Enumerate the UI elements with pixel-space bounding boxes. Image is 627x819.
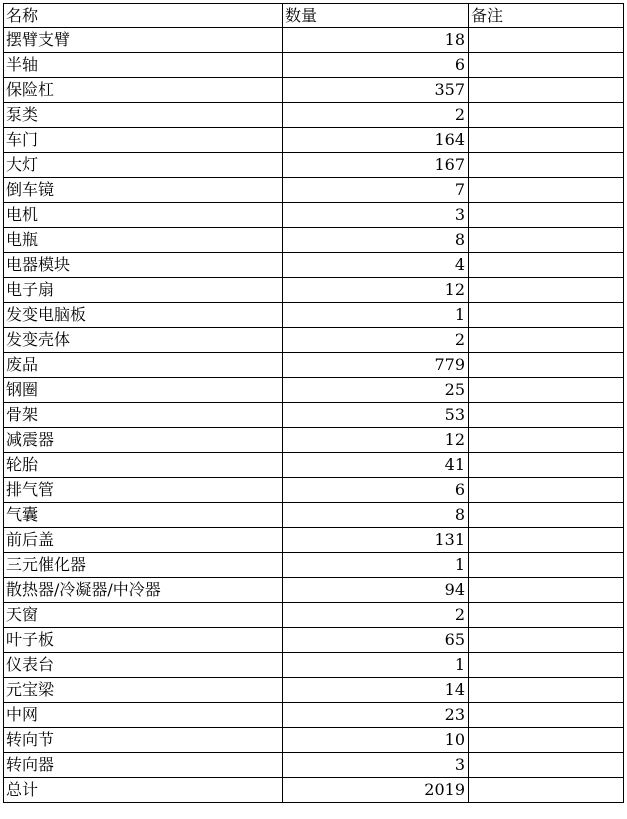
note-cell[interactable] — [469, 628, 624, 653]
name-cell[interactable]: 倒车镜 — [4, 178, 283, 203]
note-cell[interactable] — [469, 428, 624, 453]
note-cell[interactable] — [469, 678, 624, 703]
qty-cell[interactable]: 2019 — [283, 778, 469, 803]
note-cell[interactable] — [469, 78, 624, 103]
note-cell[interactable] — [469, 153, 624, 178]
note-cell[interactable] — [469, 778, 624, 803]
note-cell[interactable] — [469, 528, 624, 553]
table-row — [4, 728, 624, 753]
qty-cell[interactable]: 10 — [283, 728, 469, 753]
name-cell[interactable]: 发变电脑板 — [4, 303, 283, 328]
note-cell[interactable] — [469, 703, 624, 728]
table-row — [4, 328, 624, 353]
note-cell[interactable] — [469, 328, 624, 353]
qty-cell[interactable]: 18 — [283, 28, 469, 53]
name-cell[interactable]: 保险杠 — [4, 78, 283, 103]
name-cell[interactable]: 仪表台 — [4, 653, 283, 678]
table-row — [4, 178, 624, 203]
name-cell[interactable]: 总计 — [4, 778, 283, 803]
qty-cell[interactable]: 357 — [283, 78, 469, 103]
qty-cell[interactable]: 6 — [283, 53, 469, 78]
note-cell[interactable] — [469, 203, 624, 228]
table-row — [4, 128, 624, 153]
qty-cell[interactable]: 4 — [283, 253, 469, 278]
qty-cell[interactable]: 12 — [283, 278, 469, 303]
table-row — [4, 478, 624, 503]
note-cell[interactable] — [469, 303, 624, 328]
header-note-cell[interactable]: 备注 — [469, 4, 624, 28]
name-cell[interactable]: 排气管 — [4, 478, 283, 503]
note-cell[interactable] — [469, 253, 624, 278]
qty-cell[interactable]: 12 — [283, 428, 469, 453]
header-name-cell[interactable]: 名称 — [4, 4, 283, 28]
qty-cell[interactable]: 14 — [283, 678, 469, 703]
note-cell[interactable] — [469, 453, 624, 478]
name-cell[interactable]: 三元催化器 — [4, 553, 283, 578]
qty-cell[interactable]: 1 — [283, 553, 469, 578]
name-cell[interactable]: 大灯 — [4, 153, 283, 178]
header-qty-cell[interactable]: 数量 — [283, 4, 469, 28]
name-cell[interactable]: 轮胎 — [4, 453, 283, 478]
note-cell[interactable] — [469, 53, 624, 78]
qty-cell[interactable]: 1 — [283, 303, 469, 328]
header-row — [4, 4, 624, 28]
name-cell[interactable]: 发变壳体 — [4, 328, 283, 353]
note-cell[interactable] — [469, 728, 624, 753]
table-row — [4, 203, 624, 228]
note-cell[interactable] — [469, 503, 624, 528]
table-row — [4, 378, 624, 403]
table-row — [4, 153, 624, 178]
name-cell[interactable]: 气囊 — [4, 503, 283, 528]
qty-cell[interactable]: 779 — [283, 353, 469, 378]
table-row — [4, 453, 624, 478]
note-cell[interactable] — [469, 278, 624, 303]
name-cell[interactable]: 摆臂支臂 — [4, 28, 283, 53]
table-row — [4, 653, 624, 678]
qty-cell[interactable]: 8 — [283, 503, 469, 528]
note-cell[interactable] — [469, 403, 624, 428]
qty-cell[interactable]: 164 — [283, 128, 469, 153]
qty-cell[interactable]: 53 — [283, 403, 469, 428]
note-cell[interactable] — [469, 353, 624, 378]
table-body — [4, 4, 624, 803]
note-cell[interactable] — [469, 178, 624, 203]
name-cell[interactable]: 电子扇 — [4, 278, 283, 303]
qty-cell[interactable]: 23 — [283, 703, 469, 728]
qty-cell[interactable]: 6 — [283, 478, 469, 503]
total-row — [4, 778, 624, 803]
table-row — [4, 253, 624, 278]
qty-cell[interactable]: 131 — [283, 528, 469, 553]
note-cell[interactable] — [469, 228, 624, 253]
qty-cell[interactable]: 65 — [283, 628, 469, 653]
qty-cell[interactable]: 2 — [283, 103, 469, 128]
name-cell[interactable]: 减震器 — [4, 428, 283, 453]
name-cell[interactable]: 废品 — [4, 353, 283, 378]
table-row — [4, 503, 624, 528]
table-row — [4, 53, 624, 78]
name-cell[interactable]: 叶子板 — [4, 628, 283, 653]
qty-cell[interactable]: 41 — [283, 453, 469, 478]
table-row — [4, 78, 624, 103]
note-cell[interactable] — [469, 603, 624, 628]
name-cell[interactable]: 转向节 — [4, 728, 283, 753]
name-cell[interactable]: 转向器 — [4, 753, 283, 778]
table-row — [4, 353, 624, 378]
table-row — [4, 528, 624, 553]
table-row — [4, 28, 624, 53]
table-row — [4, 753, 624, 778]
table-row — [4, 103, 624, 128]
qty-cell[interactable]: 3 — [283, 753, 469, 778]
qty-cell[interactable]: 3 — [283, 203, 469, 228]
table-row — [4, 578, 624, 603]
name-cell[interactable]: 中网 — [4, 703, 283, 728]
table-row — [4, 628, 624, 653]
name-cell[interactable]: 车门 — [4, 128, 283, 153]
name-cell[interactable]: 半轴 — [4, 53, 283, 78]
note-cell[interactable] — [469, 653, 624, 678]
name-cell[interactable]: 电机 — [4, 203, 283, 228]
table-row — [4, 603, 624, 628]
note-cell[interactable] — [469, 478, 624, 503]
qty-cell[interactable]: 94 — [283, 578, 469, 603]
qty-cell[interactable]: 167 — [283, 153, 469, 178]
note-cell[interactable] — [469, 578, 624, 603]
name-cell[interactable]: 泵类 — [4, 103, 283, 128]
table-row — [4, 403, 624, 428]
note-cell[interactable] — [469, 28, 624, 53]
qty-cell[interactable]: 2 — [283, 603, 469, 628]
table-row — [4, 278, 624, 303]
name-cell[interactable]: 电器模块 — [4, 253, 283, 278]
note-cell[interactable] — [469, 553, 624, 578]
name-cell[interactable]: 元宝梁 — [4, 678, 283, 703]
qty-cell[interactable]: 2 — [283, 328, 469, 353]
name-cell[interactable]: 天窗 — [4, 603, 283, 628]
table-row — [4, 303, 624, 328]
name-cell[interactable]: 前后盖 — [4, 528, 283, 553]
inventory-table — [3, 3, 624, 803]
name-cell[interactable]: 钢圈 — [4, 378, 283, 403]
table-row — [4, 553, 624, 578]
table-row — [4, 703, 624, 728]
name-cell[interactable]: 骨架 — [4, 403, 283, 428]
qty-cell[interactable]: 25 — [283, 378, 469, 403]
note-cell[interactable] — [469, 128, 624, 153]
qty-cell[interactable]: 7 — [283, 178, 469, 203]
note-cell[interactable] — [469, 378, 624, 403]
note-cell[interactable] — [469, 753, 624, 778]
name-cell[interactable]: 电瓶 — [4, 228, 283, 253]
qty-cell[interactable]: 1 — [283, 653, 469, 678]
qty-cell[interactable]: 8 — [283, 228, 469, 253]
name-cell[interactable]: 散热器/冷凝器/中冷器 — [4, 578, 283, 603]
table-row — [4, 428, 624, 453]
table-row — [4, 678, 624, 703]
note-cell[interactable] — [469, 103, 624, 128]
table-row — [4, 228, 624, 253]
